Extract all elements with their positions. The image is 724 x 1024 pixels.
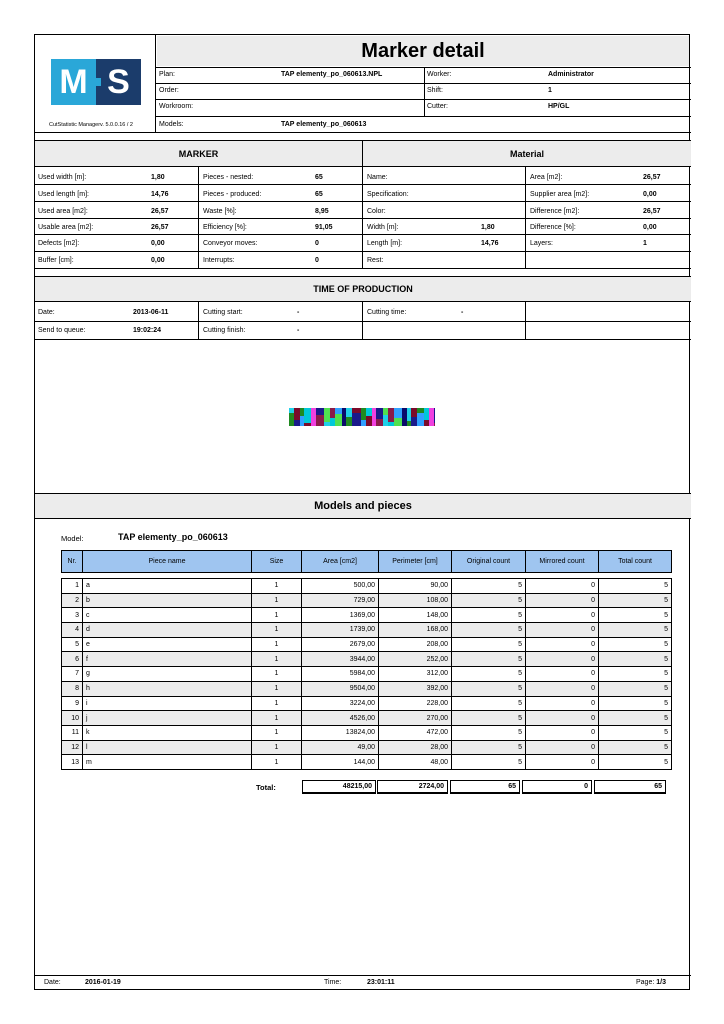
cutting-finish-label: Cutting finish: [203,327,246,334]
marker-piece [424,408,429,420]
marker-piece [342,408,346,421]
models-label: Models: [159,121,184,128]
marker-piece [411,408,417,417]
marker-piece [342,421,346,426]
table-cell: 1369,00 [302,608,379,623]
marker-piece [361,408,366,420]
marker-piece [289,413,294,426]
table-cell: 2679,00 [302,637,379,652]
table-cell: 5 [599,579,672,594]
total-mirrored: 0 [522,780,592,794]
marker-piece [311,419,316,426]
table-cell: 0 [526,725,599,740]
table-cell: 9 [62,696,83,711]
footer-date-label: Date: [44,979,61,986]
table-cell: 5 [599,696,672,711]
marker-piece [407,421,411,426]
column-header: Area [cm2] [302,551,379,573]
table-cell: 3224,00 [302,696,379,711]
table-row [62,593,672,608]
table-cell: 1 [252,725,302,740]
table-cell: 1 [252,711,302,726]
marker-piece [434,408,435,423]
shift-value: 1 [548,87,552,94]
table-cell: j [83,711,252,726]
table-cell: 270,00 [379,711,452,726]
column-header: Original count [452,551,526,573]
marker-preview-image [289,408,435,426]
table-cell: 13824,00 [302,725,379,740]
table-cell: 3944,00 [302,652,379,667]
cutter-label: Cutter: [427,103,449,110]
table-cell: e [83,637,252,652]
models-value: TAP elementy_po_060613 [281,121,367,128]
table-cell: 6 [62,652,83,667]
table-cell: d [83,623,252,638]
total-perimeter: 2724,00 [377,780,448,794]
footer-time-value: 23:01:11 [367,979,395,986]
worker-label: Worker: [427,71,452,78]
production-date-value: 2013-06-11 [133,309,169,316]
table-cell: 0 [526,652,599,667]
marker-piece [417,408,424,413]
table-cell: 1 [252,652,302,667]
table-row [62,681,672,696]
table-cell: i [83,696,252,711]
production-date-label: Date: [38,309,55,316]
marker-piece [361,420,366,426]
table-cell: 5 [599,711,672,726]
footer-date-value: 2016-01-19 [85,979,121,986]
order-label: Order: [159,87,179,94]
production-section-title: TIME OF PRODUCTION [35,276,691,302]
marker-piece [402,414,407,426]
plan-value: TAP elementy_po_060613.NPL [281,71,383,78]
logo-letter-m: M [51,59,96,105]
marker-piece [324,408,330,422]
table-cell: 0 [526,667,599,682]
table-cell: 1 [252,667,302,682]
table-cell: b [83,593,252,608]
table-cell: 4526,00 [302,711,379,726]
table-cell: 7 [62,667,83,682]
marker-piece [352,413,361,426]
table-cell: 168,00 [379,623,452,638]
table-cell: k [83,725,252,740]
table-row [62,725,672,740]
table-cell: 0 [526,681,599,696]
marker-piece [304,408,311,423]
table-cell: 1 [252,755,302,770]
table-cell: 0 [526,579,599,594]
table-cell: a [83,579,252,594]
table-row [62,608,672,623]
cutting-start-value: - [297,309,300,316]
table-cell: 5 [599,608,672,623]
plan-label: Plan: [159,71,175,78]
table-cell: 5 [452,667,526,682]
table-cell: 0 [526,696,599,711]
table-cell: 5 [452,593,526,608]
table-cell: 5 [599,681,672,696]
table-cell: 5 [452,623,526,638]
table-cell: 0 [526,623,599,638]
marker-piece [366,408,372,416]
table-cell: 1 [62,579,83,594]
table-cell: 312,00 [379,667,452,682]
table-cell: 5 [452,740,526,755]
workroom-label: Workroom: [159,103,194,110]
table-cell: 5 [452,696,526,711]
marker-piece [407,408,411,421]
marker-piece [383,415,388,426]
table-cell: 5984,00 [302,667,379,682]
cutting-time-label: Cutting time: [367,309,407,316]
marker-piece [434,423,435,426]
table-cell: 5 [452,608,526,623]
table-cell: c [83,608,252,623]
table-cell: 5 [452,725,526,740]
table-cell: h [83,681,252,696]
marker-piece [429,408,434,416]
column-header: Nr. [62,551,83,573]
marker-piece [394,408,402,418]
total-count: 65 [594,780,666,794]
table-cell: 1 [252,608,302,623]
marker-piece [376,408,383,419]
table-cell: 5 [452,579,526,594]
table-row [62,579,672,594]
table-cell: 5 [452,681,526,696]
marker-piece [335,408,342,414]
marker-piece [304,423,311,426]
table-cell: 8 [62,681,83,696]
marker-piece [294,420,300,426]
page-title: Marker detail [157,36,689,66]
marker-piece [372,423,376,426]
marker-piece [366,416,372,426]
column-header: Piece name [83,551,252,573]
footer-time-label: Time: [324,979,342,986]
table-cell: 10 [62,711,83,726]
marker-piece [346,408,352,417]
marker-piece [411,417,417,426]
logo-connector [91,78,101,86]
table-header-row [62,551,672,573]
marker-piece [324,422,330,426]
marker-piece [316,415,324,426]
marker-piece [417,413,424,426]
table-cell: 5 [599,652,672,667]
marker-section-title: MARKER [35,140,362,167]
table-cell: 28,00 [379,740,452,755]
table-cell: 0 [526,608,599,623]
marker-piece [289,408,294,413]
table-cell: 49,00 [302,740,379,755]
table-cell: 1 [252,593,302,608]
table-cell: 144,00 [302,755,379,770]
table-cell: 2 [62,593,83,608]
table-cell: 5 [599,755,672,770]
table-cell: 5 [599,593,672,608]
table-cell: 13 [62,755,83,770]
marker-piece [388,422,394,426]
table-cell: 5 [452,711,526,726]
column-header: Mirrored count [526,551,599,573]
table-row [62,740,672,755]
material-section-title: Material [362,140,691,167]
table-cell: l [83,740,252,755]
marker-piece [294,408,300,420]
table-cell: 9504,00 [302,681,379,696]
logo-letter-s: S [96,59,141,105]
table-cell: 1 [252,623,302,638]
column-header: Total count [599,551,672,573]
table-cell: 4 [62,623,83,638]
queue-label: Send to queue: [38,327,86,334]
app-logo [51,59,141,105]
cutting-start-label: Cutting start: [203,309,243,316]
table-cell: 1 [252,579,302,594]
table-cell: 1 [252,740,302,755]
worker-value: Administrator [548,71,594,78]
table-cell: 5 [599,725,672,740]
table-row [62,711,672,726]
table-row [62,667,672,682]
pieces-table [61,550,672,770]
marker-piece [402,408,407,414]
marker-piece [300,416,304,426]
table-row [62,623,672,638]
marker-piece [376,419,383,426]
table-cell: 0 [526,593,599,608]
marker-piece [330,408,335,418]
marker-piece [330,418,335,426]
column-header: Perimeter [cm] [379,551,452,573]
table-cell: 392,00 [379,681,452,696]
total-label: Total: [256,783,276,792]
table-row [62,696,672,711]
table-cell: f [83,652,252,667]
marker-piece [311,408,316,419]
table-cell: g [83,667,252,682]
shift-label: Shift: [427,87,443,94]
table-cell: 1 [252,681,302,696]
marker-piece [300,408,304,416]
table-cell: 0 [526,740,599,755]
cutter-value: HP/GL [548,103,570,110]
table-cell: 5 [599,637,672,652]
table-cell: 5 [452,755,526,770]
model-label: Model: [61,534,84,543]
table-cell: 48,00 [379,755,452,770]
table-cell: 208,00 [379,637,452,652]
marker-piece [388,408,394,422]
total-area: 48215,00 [302,780,376,794]
marker-piece [394,418,402,426]
table-cell: 500,00 [302,579,379,594]
table-row [62,755,672,770]
marker-piece [383,408,388,415]
marker-piece [372,408,376,423]
table-cell: 0 [526,711,599,726]
marker-piece [316,408,324,415]
table-cell: 0 [526,755,599,770]
report-page: M S CutStatistic Managerv. 5.0.0.16 / 2 Marker detail Plan: TAP elementy_po_060613.NPL Order: Workroom: Models: TAP elementy_po_060613 Worker: Administrator Shift: 1 Cutter: HP/GL MARKER Material Used width [m]: 1,80 Pieces - nested: 65 Used length [m]: 14,76 Pieces - produced: 65 Used area [m2]: 26,57 Waste [%]: 8,95 Usable area [m2]: 26,57 Efficiency [%]: 91,05 Defects [m2]: 0,00 Conveyor moves: 0 Buffer [cm]: 0,00 Interrupts: 0 Name: Area [m2]: 26,57 Specification: Supplier area [m2]: 0,00 Color: Difference [m2]: 26,57 Width [m]: 1,80 Difference [%]: 0,00 Length [m]: 14,76 Layers: 1 Rest: TIME OF PRODUCTION Date: 2013-06-11 Send to queue: 19:02:24 Cutting start: - Cutting finish: - Cutting time: - Models and pieces Model: TAP elementy_po_060613 Nr. Piece name Size Area [cm2] Perimeter [cm] Original count Mirrored count Total count 1 a 1 500,00 90,00 5 0 5 2 b 1 729,00 108,00 5 0 5 3 c 1 1369,00 148,00 5 0 5 4 d 1 1739,00 168,00 5 0 5 5 e 1 2679,00 208,00 5 0 5 6 f 1 3944,00 252,00 5 0 5 7 g 1 5984,00 312,00 5 0 5 8 h 1 9504,00 392,00 5 0 5 9 i 1 3224,00 228,00 5 0 5 10 j 1 4526,00 270,00 5 0 5 11 k 1 13824,00 472,00 5 0 5 12 l 1 49,00 28,00 5 0 5 13 m 1 144,00 48,00 5 0 5 Total: 48215,00 2724,00 65 0 65 Date: 2016-01-19 Time: 23:01:11 Page: 1/3 [34,34,690,990]
table-cell: 5 [599,740,672,755]
table-cell: 11 [62,725,83,740]
table-cell: 5 [452,637,526,652]
marker-piece [429,416,434,426]
models-section-title: Models and pieces [35,494,691,519]
cutting-finish-value: - [297,327,300,334]
table-cell: 228,00 [379,696,452,711]
footer-page: Page: 1/3 [636,979,666,986]
marker-piece [424,420,429,426]
total-original: 65 [450,780,520,794]
table-cell: 108,00 [379,593,452,608]
table-cell: 5 [599,623,672,638]
marker-piece [346,417,352,426]
table-row [62,652,672,667]
app-version: CutStatistic Managerv. 5.0.0.16 / 2 [49,122,133,128]
model-value: TAP elementy_po_060613 [118,532,228,542]
table-cell: 0 [526,637,599,652]
table-cell: 148,00 [379,608,452,623]
queue-value: 19:02:24 [133,327,162,334]
marker-piece [335,414,342,426]
table-cell: 729,00 [302,593,379,608]
table-cell: 3 [62,608,83,623]
column-header: Size [252,551,302,573]
cutting-time-value: - [461,309,464,316]
table-cell: 12 [62,740,83,755]
table-cell: 252,00 [379,652,452,667]
table-cell: 90,00 [379,579,452,594]
table-cell: 5 [62,637,83,652]
table-cell: 1 [252,637,302,652]
table-row [62,637,672,652]
table-cell: 5 [599,667,672,682]
table-cell: m [83,755,252,770]
table-cell: 5 [452,652,526,667]
marker-piece [352,408,361,413]
table-cell: 472,00 [379,725,452,740]
table-cell: 1 [252,696,302,711]
table-cell: 1739,00 [302,623,379,638]
